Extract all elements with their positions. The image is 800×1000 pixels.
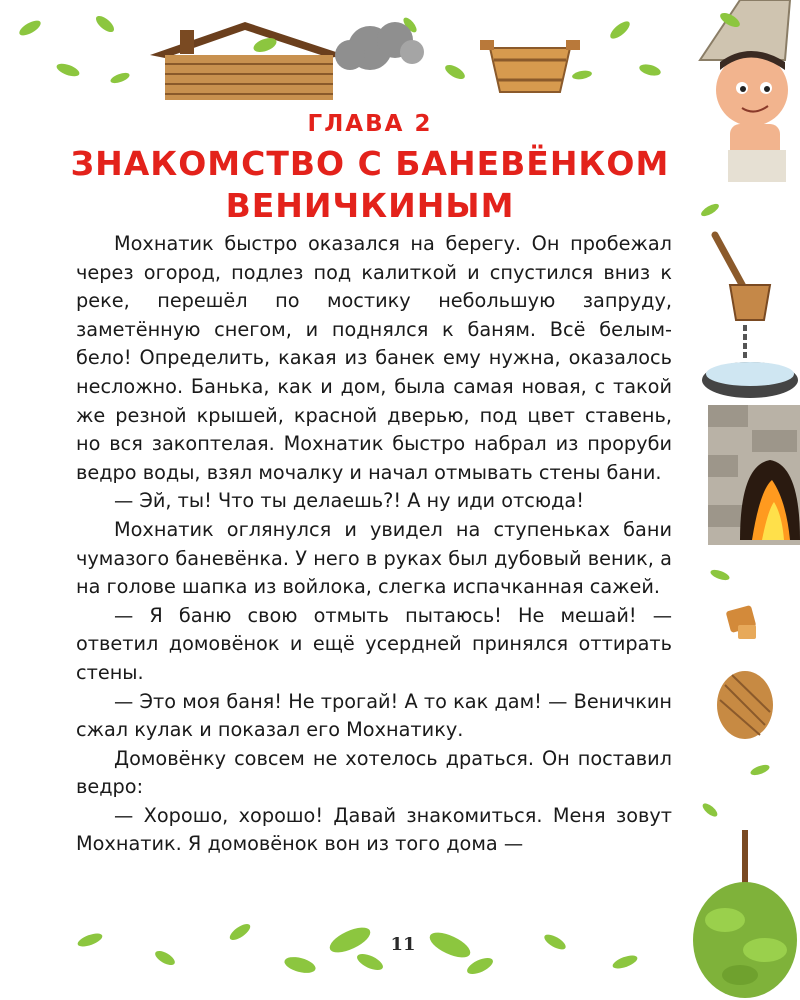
paragraph: Мохнатик быстро оказался на берегу. Он пробежал через огород, подлез под калиткой и спустился вниз к реке, перешёл по мостику небольшую запруду, заметённую снегом, и поднялся к баням. Всё белым-бело! Определить, какая из банек ему нужна, оказалось несложно. Банька, как и дом, была самая новая, с такой же резной крышей, красной дверью, под цвет ставень, но вся закоптелая. Мохнатик быстро набрал из проруби ведро воды, взял мочалку и начал отмывать стены бани. (76, 232, 672, 484)
paragraph: — Это моя баня! Не трогай! А то как дам! — Веничкин сжал кулак и показал его Мохнатику. (76, 689, 672, 742)
bast-sponge-icon (717, 671, 773, 739)
ladle-icon (715, 235, 770, 320)
chapter-label: ГЛАВА 2 (307, 111, 433, 137)
paragraph: — Эй, ты! Что ты делаешь?! А ну иди отсюда! (114, 489, 584, 513)
oak-broom-icon (693, 830, 797, 998)
paragraph: Домовёнку совсем не хотелось драться. Он поставил ведро: (76, 746, 672, 799)
page-number: 11 (390, 934, 416, 955)
chapter-title-line1: ЗНАКОМСТВО С БАНЕВЁНКОМ (70, 144, 670, 183)
chapter-title (40, 143, 700, 227)
header-illustration (0, 0, 700, 110)
bathhouse-icon (150, 22, 345, 100)
bottom-leaves-decoration (0, 900, 700, 1000)
paragraph: — Хорошо, хорошо! Давай знакомиться. Меня зовут Мохнатик. Я домовёнок вон из того дома — (76, 803, 672, 856)
story-text (76, 230, 672, 859)
cauldron-stove-icon (702, 325, 800, 545)
right-margin-illustration (690, 0, 800, 1000)
paragraph: — Я баню свою отмыть пытаюсь! Не мешай! — ответил домовёнок и ещё усердней принялся оттирать стены. (76, 603, 672, 684)
leaf-icon (76, 921, 639, 977)
banevyonok-character-icon (700, 0, 790, 182)
paragraph: Мохнатик оглянулся и увидел на ступеньках бани чумазого баневёнка. У него в руках был дубовый веник, а на голове шапка из войлока, слегка испачканная сажей. (76, 517, 672, 599)
chapter-title-line2: ВЕНИЧКИНЫМ (225, 186, 515, 225)
soap-icon (726, 605, 757, 639)
wooden-tub-icon (480, 40, 580, 92)
